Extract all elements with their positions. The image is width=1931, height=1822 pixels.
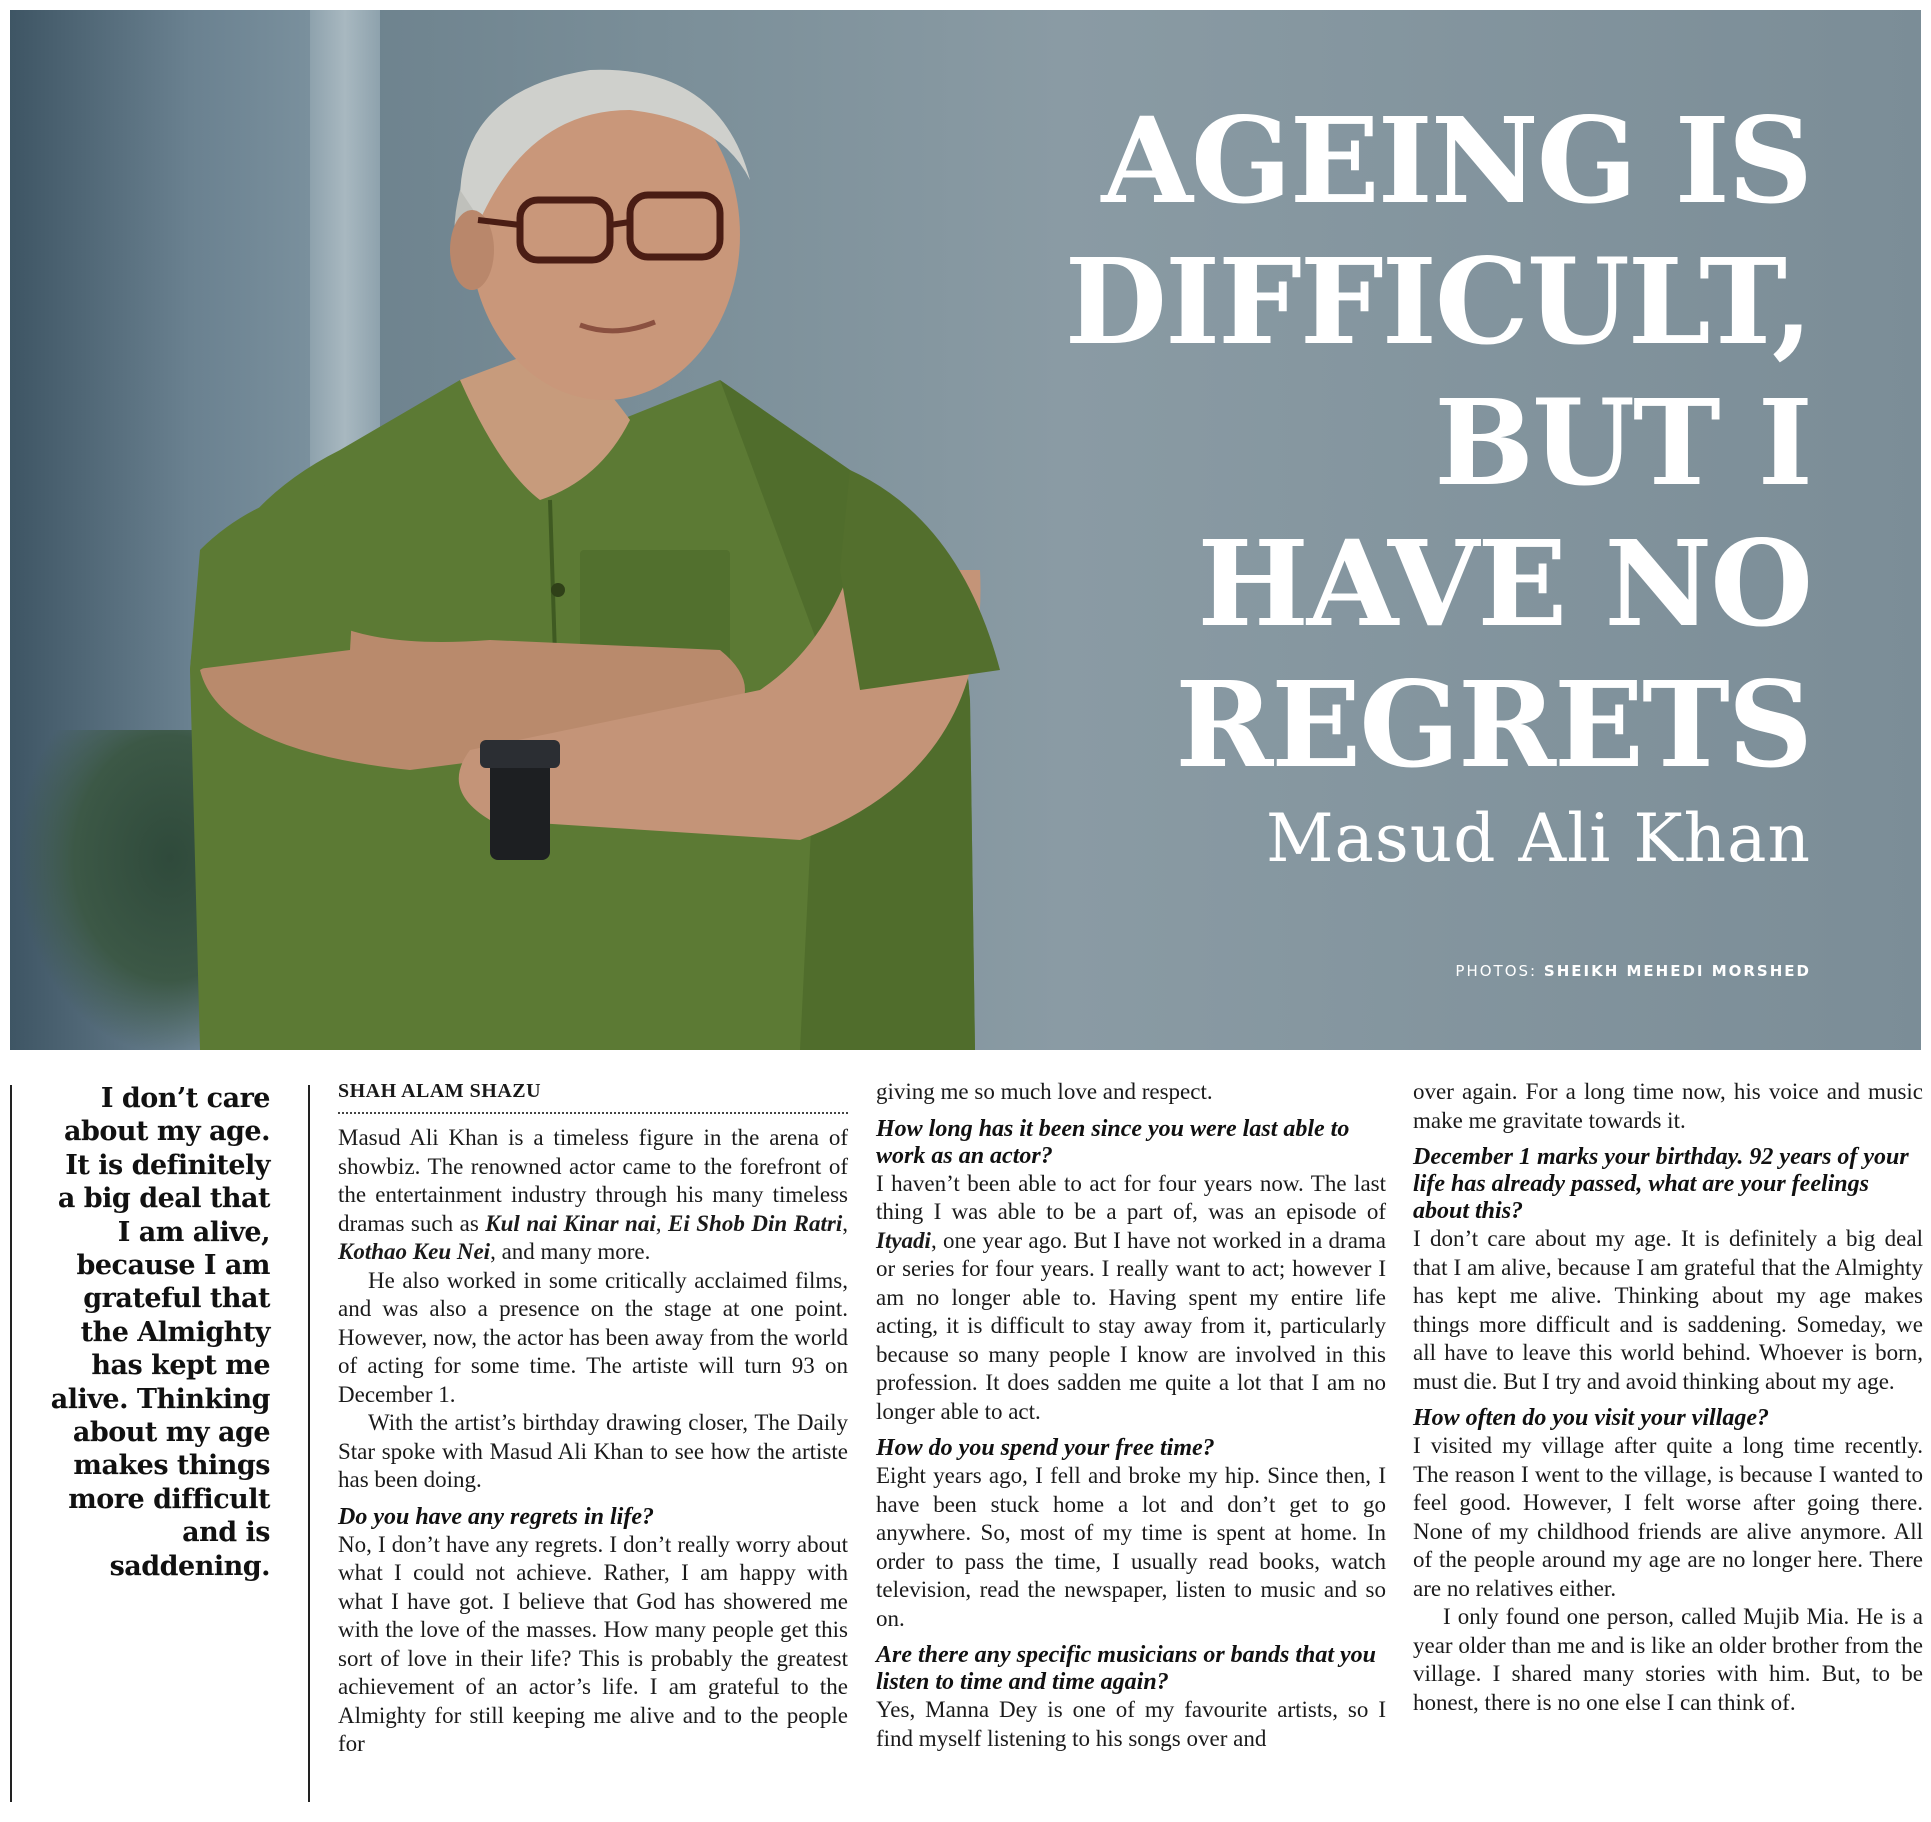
interview-answer: I don’t care about my age. It is definitely a big deal that I am alive, because I am grateful that the Almighty has kept me alive. Thinking about my age makes things more difficult and is saddening. Someday, we all have to leave this world behind. Whoever is born, must die. But I try and avoid thinking about my age.	[1413, 1226, 1923, 1394]
interview-answer-continued: over again. For a long time now, his voice and music make me gravitate towards it.	[1413, 1079, 1923, 1133]
photo-credit-label: PHOTOS:	[1455, 962, 1538, 980]
interview-question: Do you have any regrets in life?	[338, 1503, 654, 1530]
shirt-button	[551, 583, 565, 597]
interview-answer: I visited my village after quite a long time recently. The reason I went to the village, is because I wanted to feel good. However, I felt worse after going there. None of my childhood friends are alive anymore. All of the people around my age are no longer here. There are no relatives either.	[1413, 1433, 1923, 1601]
interview-question: How long has it been since you were last able to work as an actor?	[876, 1115, 1350, 1169]
body-paragraph: He also worked in some critically acclaimed films, and was also a presence on the stage at one point. However, now, the actor has been away from the world of acting for some time. The artiste will turn 93 on December 1.	[338, 1267, 848, 1407]
pull-quote: I don’t care about my age. It is definitely a big deal that I am alive, because I am grateful that the Almighty has kept me alive. Thinking about my age makes things more difficult and is saddening.	[50, 1083, 270, 1582]
article-column-2	[876, 1078, 1386, 1753]
headline	[911, 90, 1811, 795]
interview-answer: Eight years ago, I fell and broke my hip. Since then, I have been stuck home a lot and don’t get to go anywhere. So, most of my time is spent at home. In order to pass the time, I usually read books, watch television, read the newspaper, listen to music and so on.	[876, 1463, 1386, 1631]
article-column-1	[338, 1078, 848, 1759]
interview-question: How often do you visit your village?	[1413, 1405, 1769, 1431]
interview-answer: I haven’t been able to act for four years now. The last thing I was able to be a part of, was an episode of Ityadi, one year ago. But I have not worked in a drama or series for four years. I really want to act; however I am no longer able to. Having spent my entire life acting, it is difficult to stay away from it, particularly because so many people I know are involved in this profession. It does sadden me quite a lot that I am no longer able to act.	[876, 1170, 1386, 1424]
column-rule	[308, 1085, 310, 1802]
headline-line: HAVE NO	[1197, 514, 1811, 653]
headline-line: AGEING IS	[1101, 91, 1811, 230]
subject-name: Masud Ali Khan	[1265, 800, 1811, 877]
column-rule	[10, 1085, 12, 1802]
interview-answer: Yes, Manna Dey is one of my favourite artists, so I find myself listening to his songs over and	[876, 1697, 1386, 1751]
headline-line: DIFFICULT,	[1064, 232, 1811, 371]
author-byline: SHAH ALAM SHAZU	[338, 1078, 848, 1114]
headline-line: REGRETS	[1175, 655, 1811, 794]
drama-title: Ei Shob Din Ratri	[668, 1210, 843, 1236]
drama-title: Kothao Keu Nei	[338, 1239, 491, 1264]
interview-answer: No, I don’t have any regrets. I don’t really worry about what I could not achieve. Rather, I am happy with what I have got. I believe that God has showered me with the love of the masses. How many people get this sort of love in their life? This is probably the greatest achievement of an actor’s life. I am grateful to the Almighty for still keeping me alive and to the people for	[338, 1531, 848, 1756]
interview-question: Are there any specific musicians or bands that you listen to time and time again?	[876, 1642, 1377, 1695]
left-sleeve	[190, 480, 360, 670]
body-paragraph: I only found one person, called Mujib Mia. He is a year older than me and is like an older brother from the village. I shared many stories with him. But, to be honest, there is no one else I can think of.	[1413, 1604, 1923, 1715]
show-title: Ityadi	[876, 1227, 931, 1253]
headline-line: BUT I	[1434, 373, 1811, 512]
photo-credit-name: SHEIKH MEHEDI MORSHED	[1543, 962, 1811, 980]
interview-question: How do you spend your free time?	[876, 1435, 1215, 1461]
interview-answer-continued: giving me so much love and respect.	[876, 1079, 1213, 1104]
interview-question: December 1 marks your birthday. 92 years of your life has already passed, what are your feelings about this?	[1413, 1144, 1909, 1224]
body-paragraph: With the artist’s birthday drawing closer, The Daily Star spoke with Masud Ali Khan to see how the artiste has been doing.	[338, 1410, 848, 1492]
article-column-3	[1413, 1078, 1923, 1717]
hero-photo	[10, 10, 1921, 1050]
photo-credit	[1455, 962, 1811, 980]
wristwatch-face	[480, 740, 560, 768]
drama-title: Kul nai Kinar nai	[485, 1210, 656, 1236]
intro-paragraph: Masud Ali Khan is a timeless figure in the arena of showbiz. The renowned actor came to the forefront of the entertainment industry through his many timeless dramas such as Kul nai Kinar nai, Ei Shob Din Ratri, Kothao Keu Nei, and many more.	[338, 1125, 848, 1264]
